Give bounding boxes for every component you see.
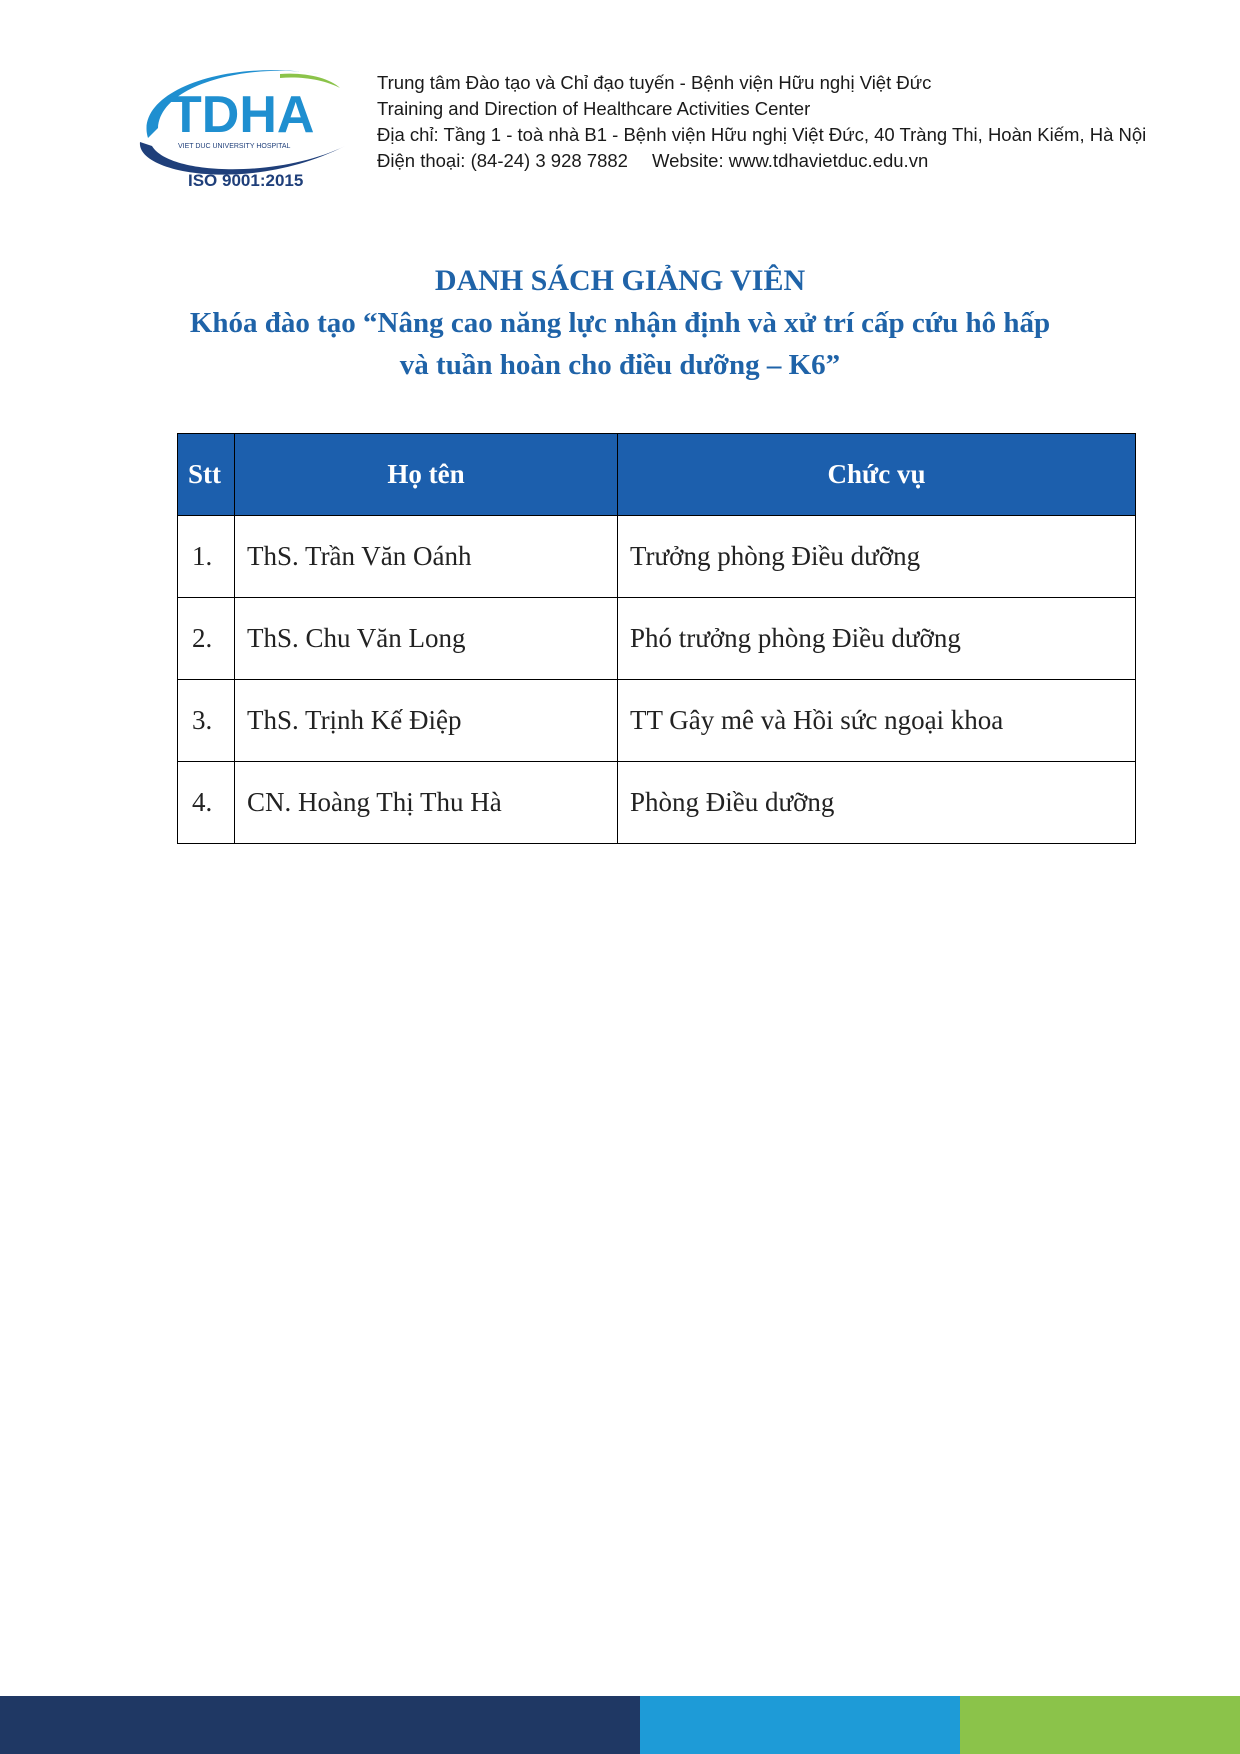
row-stt: 2.: [178, 598, 235, 680]
table-row: [178, 762, 1136, 844]
document-title: [0, 260, 1240, 386]
row-position: Phó trưởng phòng Điều dưỡng: [618, 598, 1136, 680]
lecturer-table: [177, 433, 1136, 844]
row-name: CN. Hoàng Thị Thu Hà: [235, 762, 618, 844]
address: Địa chỉ: Tầng 1 - toà nhà B1 - Bệnh viện Hữu nghị Việt Đức, 40 Tràng Thi, Hoàn Kiếm, Hà Nội: [377, 124, 1147, 145]
footer-segment-dark: [0, 1696, 640, 1754]
table-row: [178, 680, 1136, 762]
title-line-1: DANH SÁCH GIẢNG VIÊN: [434, 264, 806, 297]
logo-subtext: VIET DUC UNIVERSITY HOSPITAL: [178, 143, 291, 150]
row-stt: 3.: [178, 680, 235, 762]
row-position: Phòng Điều dưỡng: [618, 762, 1136, 844]
header-position: Chức vụ: [618, 434, 1136, 516]
phone: Điện thoại: (84-24) 3 928 7882: [377, 150, 628, 171]
footer-color-bar: [0, 1696, 1240, 1754]
row-position: TT Gây mê và Hồi sức ngoại khoa: [618, 680, 1136, 762]
row-stt: 1.: [178, 516, 235, 598]
tdha-logo: [130, 54, 360, 204]
header-stt: Stt: [178, 434, 235, 516]
logo-text: TDHA: [170, 86, 315, 144]
header-name: Họ tên: [235, 434, 618, 516]
row-position: Trưởng phòng Điều dưỡng: [618, 516, 1136, 598]
header-info: [377, 70, 1146, 174]
row-name: ThS. Trịnh Kế Điệp: [235, 680, 618, 762]
website-link[interactable]: Website: www.tdhavietduc.edu.vn: [651, 150, 929, 171]
title-line-2: Khóa đào tạo “Nâng cao năng lực nhận định và xử trí cấp cứu hô hấp: [189, 307, 1051, 339]
footer-segment-blue: [640, 1696, 960, 1754]
center-name-vi: Trung tâm Đào tạo và Chỉ đạo tuyến - Bệnh viện Hữu nghị Việt Đức: [377, 72, 932, 93]
row-name: ThS. Trần Văn Oánh: [235, 516, 618, 598]
row-name: ThS. Chu Văn Long: [235, 598, 618, 680]
row-stt: 4.: [178, 762, 235, 844]
footer-segment-green: [960, 1696, 1240, 1754]
center-name-en: Training and Direction of Healthcare Activities Center: [377, 98, 811, 119]
table-row: [178, 516, 1136, 598]
table-row: [178, 598, 1136, 680]
table-header-row: [178, 434, 1136, 516]
title-line-3: và tuần hoàn cho điều dưỡng – K6”: [399, 349, 841, 381]
iso-certification: ISO 9001:2015: [188, 171, 304, 190]
